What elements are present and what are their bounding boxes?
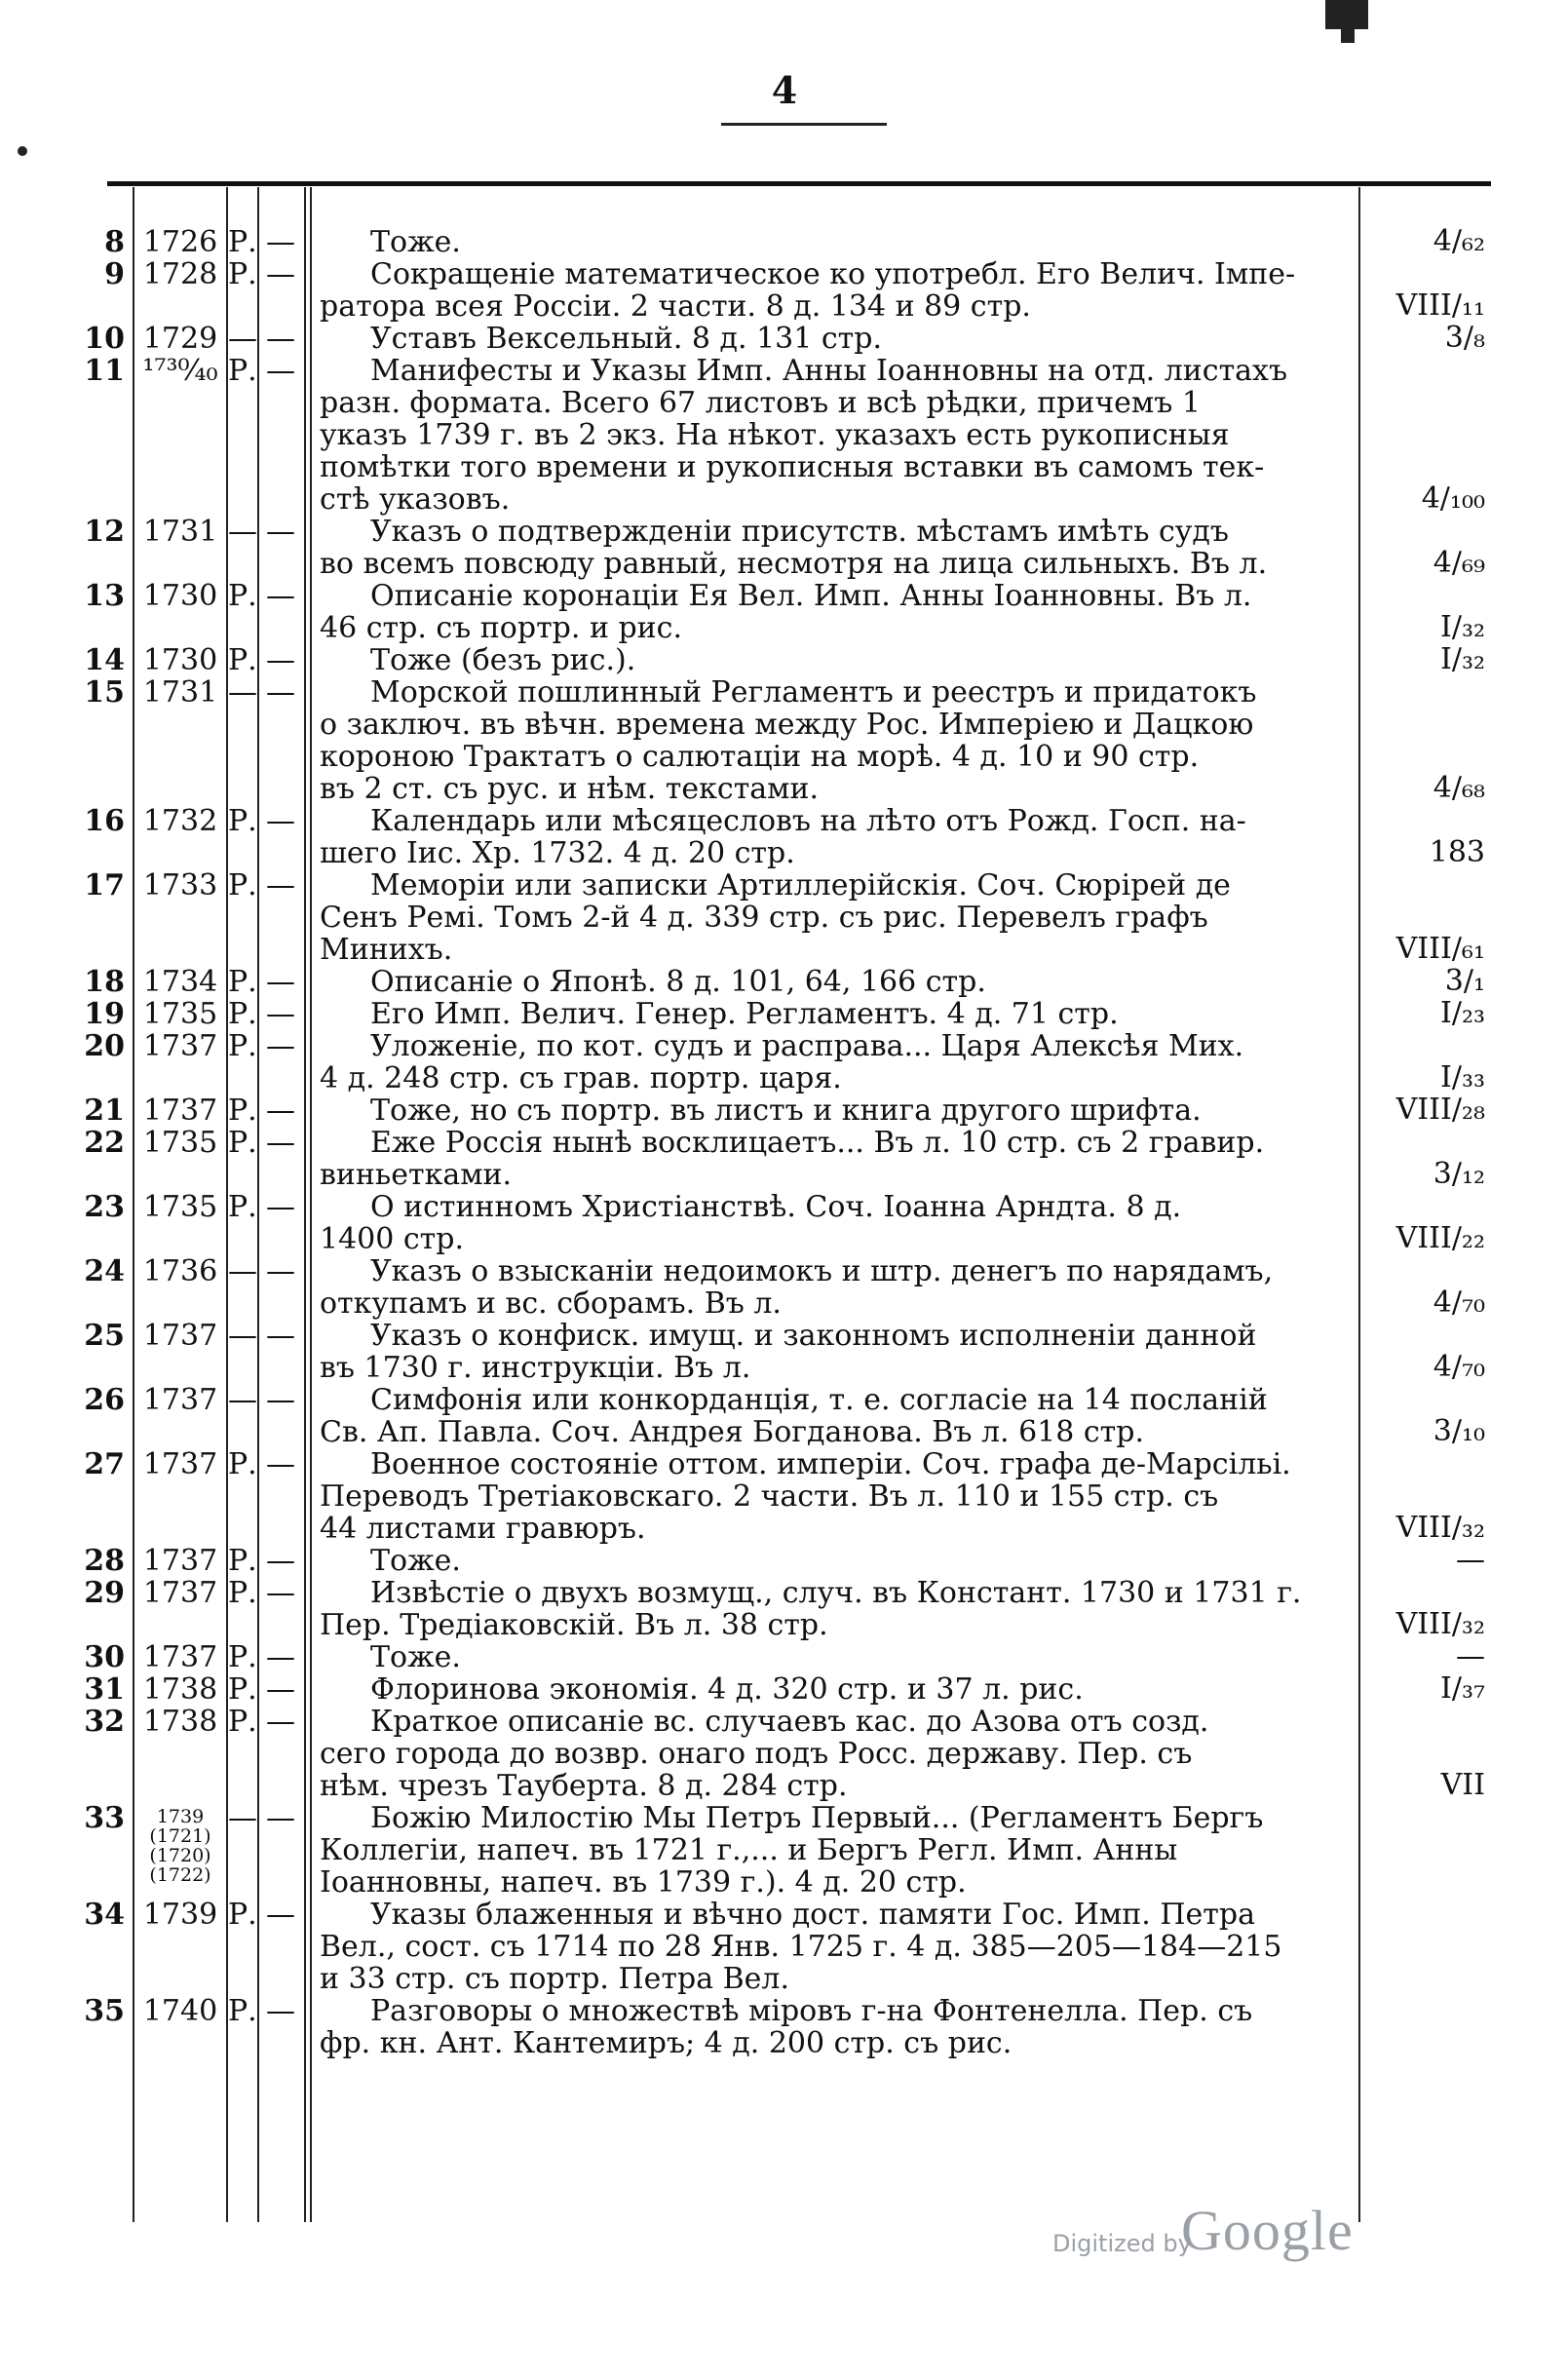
entry-line: [0, 290, 1567, 323]
entry-year: 1730: [142, 579, 218, 613]
entry-mark: —: [228, 1383, 257, 1417]
catalog-entry: [0, 1545, 1567, 1577]
catalog-entry: [0, 355, 1567, 516]
entry-year: 1737: [142, 1094, 218, 1128]
entry-number: 18: [84, 965, 125, 999]
entry-text: Извѣстіе о двухъ возмущ., случ. въ Констант. 1730 и 1731 г.: [370, 1577, 1302, 1609]
entry-text: помѣтки того времени и рукописныя вставки въ самомъ тек-: [320, 451, 1265, 483]
catalog-entry: [0, 580, 1567, 644]
entry-number: 22: [84, 1126, 125, 1160]
entry-text: Меморіи или записки Артиллерійскія. Соч. Сюрірей де: [370, 869, 1231, 902]
catalog-entry: [0, 258, 1567, 323]
entry-text: указъ 1739 г. въ 2 экз. На нѣкот. указахъ есть рукописныя: [320, 419, 1230, 451]
entry-line: [0, 1545, 1567, 1577]
entry-mark: Р.: [228, 1705, 257, 1739]
entry-line: [0, 869, 1567, 902]
digitized-by-label: Digitized by: [1052, 2230, 1192, 2257]
entry-number: 8: [104, 225, 125, 259]
entry-line: [0, 1866, 1567, 1899]
shelf-reference: 3/₁₀: [1433, 1414, 1485, 1448]
page-number: 4: [771, 68, 798, 112]
entry-line: [0, 387, 1567, 419]
entry-text: Еже Россія нынѣ восклицаетъ... Въ л. 10 стр. съ 2 гравир.: [370, 1127, 1265, 1159]
entry-text: Указъ о конфиск. имущ. и законномъ исполненіи данной: [370, 1320, 1257, 1352]
entry-number: 15: [84, 675, 125, 710]
entry-line: [0, 644, 1567, 676]
entry-dash: —: [266, 515, 295, 549]
shelf-reference: 183: [1429, 835, 1485, 869]
entry-line: [0, 1480, 1567, 1513]
entry-year: 1737: [142, 1029, 218, 1063]
page-number-rule: [721, 123, 887, 126]
entry-year: 1737: [142, 1640, 218, 1674]
entry-year: 1729: [142, 322, 218, 356]
entry-text: Сокращеніе математическое ко употребл. Его Велич. Імпе-: [370, 258, 1296, 290]
entry-year: 1740: [142, 1994, 218, 2028]
entry-line: [0, 451, 1567, 483]
entry-text: Флоринова экономія. 4 д. 320 стр. и 37 л. рис.: [370, 1673, 1084, 1706]
entry-line: [0, 1352, 1567, 1384]
entry-text: 46 стр. съ портр. и рис.: [320, 612, 683, 644]
entry-line: [0, 612, 1567, 644]
catalog-entry: [0, 1127, 1567, 1191]
entry-mark: Р.: [228, 643, 257, 677]
entry-text: Вел., сост. съ 1714 по 28 Янв. 1725 г. 4 д. 385—205—184—215: [320, 1931, 1282, 1963]
catalog-entry: [0, 676, 1567, 805]
entry-text: Морской пошлинный Регламентъ и реестръ и придатокъ: [370, 676, 1257, 709]
entry-dash: —: [266, 1640, 295, 1674]
entry-text: Описаніе коронаціи Ея Вел. Имп. Анны Іоанновны. Въ л.: [370, 580, 1252, 612]
entry-number: 20: [84, 1029, 125, 1063]
entry-line: [0, 419, 1567, 451]
catalog-entry: [0, 805, 1567, 869]
entry-text: Его Имп. Велич. Генер. Регламентъ. 4 д. 71 стр.: [370, 998, 1119, 1030]
entry-text: откупамъ и вс. сборамъ. Въ л.: [320, 1287, 782, 1320]
entry-text: Уставъ Вексельный. 8 д. 131 стр.: [370, 323, 883, 355]
entry-year: 1737: [142, 1319, 218, 1353]
entry-line: [0, 1255, 1567, 1287]
entry-number: 9: [104, 257, 125, 291]
catalog-entry: [0, 966, 1567, 998]
entry-dash: —: [266, 354, 295, 388]
entry-dash: —: [266, 1672, 295, 1707]
shelf-reference: VIII/₃₂: [1395, 1607, 1485, 1641]
entry-mark: Р.: [228, 354, 257, 388]
entry-dash: —: [266, 225, 295, 259]
entry-line: [0, 1963, 1567, 1995]
shelf-reference: VIII/₂₂: [1395, 1221, 1485, 1255]
page-edge-mark-tab: [1341, 19, 1355, 43]
entry-text: Симфонія или конкорданція, т. е. согласіе на 14 посланій: [370, 1384, 1268, 1416]
shelf-reference: I/₃₂: [1439, 642, 1485, 676]
entry-number: 24: [84, 1254, 125, 1288]
entry-year: 1737: [142, 1544, 218, 1578]
entry-number: 23: [84, 1190, 125, 1224]
entry-dash: —: [266, 804, 295, 838]
entry-text: во всемъ повсюду равный, несмотря на лица сильныхъ. Въ л.: [320, 548, 1268, 580]
entry-mark: Р.: [228, 1672, 257, 1707]
entry-dash: —: [266, 1705, 295, 1739]
entry-mark: —: [228, 1254, 257, 1288]
table-top-rule: [107, 181, 1491, 186]
entry-text: Указъ о подтвержденіи присутств. мѣстамъ имѣть судъ: [370, 516, 1229, 548]
entry-line: [0, 1384, 1567, 1416]
entry-dash: —: [266, 1994, 295, 2028]
entry-text: Коллегіи, напеч. въ 1721 г.,... и Бергъ Регл. Имп. Анны: [320, 1834, 1178, 1866]
entry-text: Военное состояніе оттом. имперіи. Соч. графа де-Марсільі.: [370, 1448, 1291, 1480]
entry-year: 1728: [142, 257, 218, 291]
shelf-reference: 4/₆₂: [1433, 224, 1485, 258]
entry-mark: Р.: [228, 1576, 257, 1610]
shelf-reference: 4/₆₉: [1433, 546, 1485, 580]
entry-number: 34: [84, 1898, 125, 1932]
shelf-reference: I/₃₇: [1439, 1671, 1485, 1706]
entry-line: [0, 1094, 1567, 1127]
entry-line: [0, 1127, 1567, 1159]
entry-text: Манифесты и Указы Имп. Анны Іоанновны на отд. листахъ: [370, 355, 1288, 387]
entry-mark: Р.: [228, 257, 257, 291]
catalog-entry: [0, 516, 1567, 580]
entry-mark: Р.: [228, 804, 257, 838]
shelf-reference: VIII/₁₁: [1395, 288, 1485, 323]
entry-year: 1738: [142, 1705, 218, 1739]
entry-mark: —: [228, 322, 257, 356]
entry-dash: —: [266, 965, 295, 999]
entry-line: [0, 1513, 1567, 1545]
shelf-reference: 4/₁₀₀: [1421, 481, 1485, 516]
entry-line: [0, 1641, 1567, 1673]
entry-number: 25: [84, 1319, 125, 1353]
entry-line: [0, 483, 1567, 516]
entry-mark: Р.: [228, 1640, 257, 1674]
entry-line: [0, 1448, 1567, 1480]
shelf-reference: 4/₇₀: [1433, 1286, 1485, 1320]
entry-text: Минихъ.: [320, 934, 453, 966]
entry-line: [0, 934, 1567, 966]
entry-line: [0, 1609, 1567, 1641]
entry-year: 1733: [142, 868, 218, 902]
catalog-entry: [0, 1030, 1567, 1094]
entry-text: Пер. Тредіаковскій. Въ л. 38 стр.: [320, 1609, 828, 1641]
entry-dash: —: [266, 257, 295, 291]
entry-number: 33: [84, 1801, 125, 1835]
entry-line: [0, 1706, 1567, 1738]
shelf-reference: 4/₆₈: [1433, 771, 1485, 805]
entry-line: [0, 516, 1567, 548]
shelf-reference: I/₂₃: [1439, 996, 1485, 1030]
catalog-entry: [0, 1320, 1567, 1384]
entry-text: Календарь или мѣсяцесловъ на лѣто отъ Рожд. Госп. на-: [370, 805, 1246, 837]
entry-year: 1738: [142, 1672, 218, 1707]
entry-text: короною Трактатъ о салютаціи на морѣ. 4 д. 10 и 90 стр.: [320, 741, 1200, 773]
entry-number: 16: [84, 804, 125, 838]
entry-text: Тоже, но съ портр. въ листъ и книга другого шрифта.: [370, 1094, 1202, 1127]
catalog-entry: [0, 1706, 1567, 1802]
shelf-reference: —: [1456, 1543, 1485, 1577]
entry-mark: Р.: [228, 1094, 257, 1128]
entry-line: [0, 355, 1567, 387]
catalog-entries: [0, 226, 1567, 2059]
entry-number: 11: [84, 354, 125, 388]
entry-line: [0, 709, 1567, 741]
shelf-reference: I/₃₂: [1439, 610, 1485, 644]
entry-mark: Р.: [228, 225, 257, 259]
entry-mark: —: [228, 675, 257, 710]
entry-mark: —: [228, 1319, 257, 1353]
entry-mark: Р.: [228, 1447, 257, 1481]
entry-mark: —: [228, 1801, 257, 1835]
entry-text: Тоже (безъ рис.).: [370, 644, 636, 676]
entry-mark: Р.: [228, 868, 257, 902]
shelf-reference: VIII/₂₈: [1395, 1093, 1485, 1127]
entry-dash: —: [266, 1126, 295, 1160]
entry-text: и 33 стр. съ портр. Петра Вел.: [320, 1963, 790, 1995]
entry-year: 1735: [142, 1126, 218, 1160]
entry-number: 10: [84, 322, 125, 356]
entry-line: [0, 741, 1567, 773]
entry-line: [0, 1673, 1567, 1706]
entry-text: стѣ указовъ.: [320, 483, 511, 516]
entry-text: Описаніе о Японѣ. 8 д. 101, 64, 166 стр.: [370, 966, 986, 998]
entry-dash: —: [266, 1576, 295, 1610]
shelf-reference: I/₃₃: [1439, 1060, 1485, 1094]
shelf-reference: 3/₁: [1444, 964, 1485, 998]
entry-line: [0, 1899, 1567, 1931]
entry-dash: —: [266, 1094, 295, 1128]
entry-number: 19: [84, 997, 125, 1031]
entry-line: [0, 1030, 1567, 1062]
entry-number: 13: [84, 579, 125, 613]
entry-line: [0, 580, 1567, 612]
entry-text: въ 1730 г. инструкціи. Въ л.: [320, 1352, 751, 1384]
entry-text: Тоже.: [370, 1641, 461, 1673]
entry-line: [0, 1834, 1567, 1866]
entry-year: ¹⁷³⁰⁄₄₀: [142, 354, 218, 388]
digitized-watermark: [1052, 2199, 1442, 2263]
entry-text: Божію Милостію Мы Петръ Первый... (Регламентъ Бергъ: [370, 1802, 1264, 1834]
entry-mark: Р.: [228, 1544, 257, 1578]
entry-mark: Р.: [228, 1994, 257, 2028]
entry-dash: —: [266, 675, 295, 710]
catalog-entry: [0, 226, 1567, 258]
entry-mark: Р.: [228, 1190, 257, 1224]
entry-dash: —: [266, 643, 295, 677]
shelf-reference: VIII/₆₁: [1395, 932, 1485, 966]
entry-year: 1737: [142, 1576, 218, 1610]
shelf-reference: VIII/₃₂: [1395, 1511, 1485, 1545]
entry-year: 1730: [142, 643, 218, 677]
entry-text: Указы блаженныя и вѣчно дост. памяти Гос. Имп. Петра: [370, 1899, 1255, 1931]
entry-number: 12: [84, 515, 125, 549]
entry-line: [0, 902, 1567, 934]
entry-mark: Р.: [228, 965, 257, 999]
entry-dash: —: [266, 1319, 295, 1353]
entry-year: 1737: [142, 1447, 218, 1481]
entry-line: [0, 805, 1567, 837]
entry-dash: —: [266, 1801, 295, 1835]
entry-text: Переводъ Третіаковскаго. 2 части. Въ л. 110 и 155 стр. съ: [320, 1480, 1219, 1513]
catalog-entry: [0, 1384, 1567, 1448]
catalog-entry: [0, 1448, 1567, 1545]
entry-line: [0, 2027, 1567, 2059]
catalog-entry: [0, 1641, 1567, 1673]
entry-line: [0, 1159, 1567, 1191]
entry-line: [0, 1995, 1567, 2027]
entry-year: 1739: [142, 1898, 218, 1932]
entry-text: 1400 стр.: [320, 1223, 465, 1255]
catalog-entry: [0, 1094, 1567, 1127]
entry-number: 26: [84, 1383, 125, 1417]
entry-dash: —: [266, 1254, 295, 1288]
catalog-entry: [0, 323, 1567, 355]
entry-dash: —: [266, 579, 295, 613]
catalog-entry: [0, 1673, 1567, 1706]
entry-text: Тоже.: [370, 226, 461, 258]
entry-number: 28: [84, 1544, 125, 1578]
entry-line: [0, 1320, 1567, 1352]
entry-number: 17: [84, 868, 125, 902]
entry-dash: —: [266, 1898, 295, 1932]
stray-ink-dot: [18, 146, 27, 156]
entry-number: 21: [84, 1094, 125, 1128]
entry-text: о заключ. въ вѣчн. времена между Рос. Имперіею и Дацкою: [320, 709, 1254, 741]
entry-year: 1735: [142, 1190, 218, 1224]
google-logo: Google: [1181, 2199, 1354, 2262]
entry-text: въ 2 ст. съ рус. и нѣм. текстами.: [320, 773, 820, 805]
entry-text: сего города до возвр. онаго подъ Росс. державу. Пер. съ: [320, 1738, 1193, 1770]
catalog-entry: [0, 869, 1567, 966]
entry-text: Сенъ Ремі. Томъ 2-й 4 д. 339 стр. съ рис. Перевелъ графъ: [320, 902, 1208, 934]
catalog-entry: [0, 1255, 1567, 1320]
entry-dash: —: [266, 868, 295, 902]
entry-year: 1739 (1721) (1720) (1722): [149, 1806, 211, 1886]
entry-year: 1734: [142, 965, 218, 999]
entry-text: разн. формата. Всего 67 листовъ и всѣ рѣдки, причемъ 1: [320, 387, 1201, 419]
entry-text: Св. Ап. Павла. Соч. Андрея Богданова. Въ л. 618 стр.: [320, 1416, 1145, 1448]
entry-line: [0, 1416, 1567, 1448]
entry-line: [0, 323, 1567, 355]
catalog-entry: [0, 1802, 1567, 1899]
catalog-entry: [0, 1995, 1567, 2059]
entry-line: [0, 1062, 1567, 1094]
entry-line: [0, 998, 1567, 1030]
entry-mark: Р.: [228, 1126, 257, 1160]
catalog-entry: [0, 1899, 1567, 1995]
entry-text: Разговоры о множествѣ міровъ г-на Фонтенелла. Пер. съ: [370, 1995, 1253, 2027]
catalog-entry: [0, 1191, 1567, 1255]
shelf-reference: 3/₈: [1444, 321, 1485, 355]
entry-line: [0, 1191, 1567, 1223]
entry-number: 35: [84, 1994, 125, 2028]
entry-text: фр. кн. Ант. Кантемиръ; 4 д. 200 стр. съ рис.: [320, 2027, 1013, 2059]
entry-number: 32: [84, 1705, 125, 1739]
entry-year: 1731: [142, 515, 218, 549]
entry-year: 1732: [142, 804, 218, 838]
entry-line: [0, 773, 1567, 805]
entry-line: [0, 837, 1567, 869]
entry-number: 31: [84, 1672, 125, 1707]
entry-line: [0, 1223, 1567, 1255]
shelf-reference: 4/₇₀: [1433, 1350, 1485, 1384]
entry-year: 1726: [142, 225, 218, 259]
entry-mark: Р.: [228, 1898, 257, 1932]
entry-dash: —: [266, 1383, 295, 1417]
entry-text: О истинномъ Христіанствѣ. Соч. Іоанна Арндта. 8 д.: [370, 1191, 1182, 1223]
entry-number: 29: [84, 1576, 125, 1610]
entry-text: Тоже.: [370, 1545, 461, 1577]
entry-dash: —: [266, 1190, 295, 1224]
entry-text: 44 листами гравюръ.: [320, 1513, 646, 1545]
entry-line: [0, 548, 1567, 580]
entry-number: 30: [84, 1640, 125, 1674]
entry-line: [0, 1770, 1567, 1802]
entry-dash: —: [266, 322, 295, 356]
entry-line: [0, 1287, 1567, 1320]
entry-text: виньетками.: [320, 1159, 513, 1191]
entry-line: [0, 966, 1567, 998]
entry-text: шего Іис. Хр. 1732. 4 д. 20 стр.: [320, 837, 795, 869]
entry-number: 14: [84, 643, 125, 677]
catalog-entry: [0, 998, 1567, 1030]
catalog-entry: [0, 1577, 1567, 1641]
entry-mark: Р.: [228, 997, 257, 1031]
entry-dash: —: [266, 1029, 295, 1063]
entry-mark: —: [228, 515, 257, 549]
entry-line: [0, 676, 1567, 709]
entry-text: Уложеніе, по кот. судъ и расправа... Царя Алексѣя Мих.: [370, 1030, 1244, 1062]
entry-dash: —: [266, 1544, 295, 1578]
entry-line: [0, 1738, 1567, 1770]
entry-mark: Р.: [228, 579, 257, 613]
entry-text: Краткое описаніе вс. случаевъ кас. до Азова отъ созд.: [370, 1706, 1209, 1738]
entry-line: [0, 1577, 1567, 1609]
shelf-reference: VII: [1440, 1768, 1485, 1802]
shelf-reference: —: [1456, 1639, 1485, 1673]
entry-year: 1735: [142, 997, 218, 1031]
entry-text: 4 д. 248 стр. съ грав. портр. царя.: [320, 1062, 842, 1094]
entry-line: [0, 1931, 1567, 1963]
entry-year: 1736: [142, 1254, 218, 1288]
catalog-entry: [0, 644, 1567, 676]
shelf-reference: 3/₁₂: [1433, 1157, 1485, 1191]
entry-line: [0, 258, 1567, 290]
entry-text: ратора всея Россіи. 2 части. 8 д. 134 и 89 стр.: [320, 290, 1031, 323]
entry-text: Указъ о взысканіи недоимокъ и штр. денегъ по нарядамъ,: [370, 1255, 1274, 1287]
entry-line: [0, 226, 1567, 258]
entry-dash: —: [266, 1447, 295, 1481]
entry-number: 27: [84, 1447, 125, 1481]
entry-mark: Р.: [228, 1029, 257, 1063]
entry-year: 1737: [142, 1383, 218, 1417]
entry-text: Іоанновны, напеч. въ 1739 г.). 4 д. 20 стр.: [320, 1866, 967, 1899]
entry-year: 1731: [142, 675, 218, 710]
entry-dash: —: [266, 997, 295, 1031]
entry-text: нѣм. чрезъ Тауберта. 8 д. 284 стр.: [320, 1770, 848, 1802]
